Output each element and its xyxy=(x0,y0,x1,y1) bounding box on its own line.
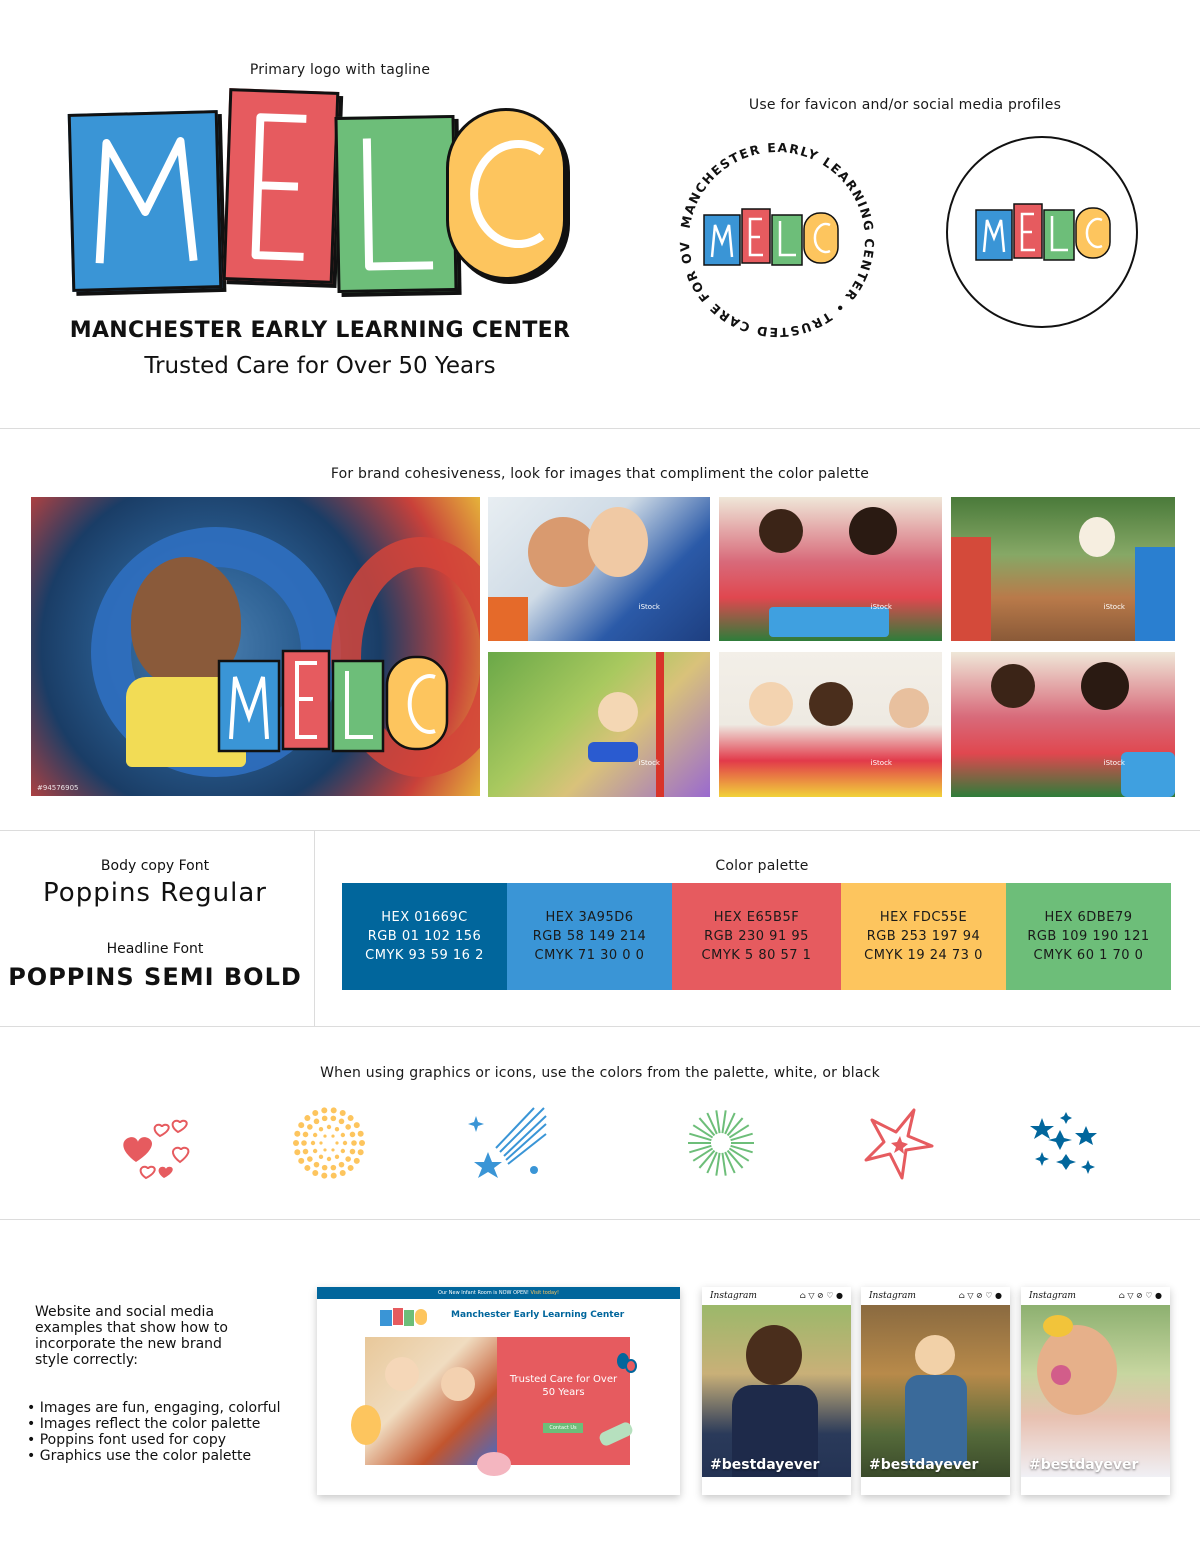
palette-caption: Color palette xyxy=(715,858,809,874)
photo-teacher-painting-2 xyxy=(951,652,1175,797)
swatch-hex: HEX 01669C xyxy=(381,910,468,925)
swatch-rgb: RGB 253 197 94 xyxy=(866,929,981,944)
instagram-hashtag: #bestdayever xyxy=(710,1457,820,1473)
swatch-green xyxy=(1006,883,1171,990)
swatch-navy xyxy=(342,883,507,990)
swatch-rgb: RGB 230 91 95 xyxy=(704,929,809,944)
instagram-photo xyxy=(1021,1305,1170,1477)
logo-letter-c xyxy=(446,108,566,280)
star-outline-icon xyxy=(862,1106,936,1182)
swatch-cmyk: CMYK 19 24 73 0 xyxy=(864,948,983,963)
swatch-cmyk: CMYK 60 1 70 0 xyxy=(1033,948,1144,963)
examples-intro: Website and social media examples that show how to incorporate the new brand style correctly: xyxy=(35,1304,228,1368)
swatch-hex: HEX FDC55E xyxy=(879,910,968,925)
instagram-photo xyxy=(702,1305,851,1477)
photo-teacher-painting xyxy=(719,497,942,641)
bullet-item: • Graphics use the color palette xyxy=(27,1448,307,1464)
swatch-cmyk: CMYK 5 80 57 1 xyxy=(701,948,812,963)
instagram-post-1 xyxy=(702,1287,851,1495)
imagery-caption: For brand cohesiveness, look for images that compliment the color palette xyxy=(330,466,870,482)
swatch-rgb: RGB 58 149 214 xyxy=(532,929,647,944)
tagline: Trusted Care for Over 50 Years xyxy=(144,353,496,379)
instagram-header xyxy=(1021,1287,1170,1305)
instagram-nav-icons[interactable]: ⌂ ▽ ⊘ ♡ ● xyxy=(1118,1291,1162,1300)
line-burst-icon xyxy=(686,1108,756,1178)
decor-blob xyxy=(477,1452,511,1476)
hero-photo-id: #94576905 xyxy=(37,784,79,792)
bullet-item: • Images reflect the color palette xyxy=(27,1416,307,1432)
website-logo[interactable] xyxy=(379,1307,429,1327)
instagram-photo xyxy=(861,1305,1010,1477)
examples-bullets xyxy=(27,1400,307,1464)
website-site-title: Manchester Early Learning Center xyxy=(451,1310,625,1320)
watermark: iStock xyxy=(870,603,892,611)
primary-logo-caption: Primary logo with tagline xyxy=(249,62,431,78)
instagram-app-name: Instagram xyxy=(1029,1291,1076,1301)
hero-photo-tunnel xyxy=(31,497,480,796)
watermark: iStock xyxy=(870,759,892,767)
swatch-cmyk: CMYK 93 59 16 2 xyxy=(365,948,484,963)
body-font-caption: Body copy Font xyxy=(100,858,210,874)
website-hero-text: Trusted Care for Over 50 Years xyxy=(509,1374,618,1398)
swatch-blue xyxy=(507,883,672,990)
instagram-nav-icons[interactable]: ⌂ ▽ ⊘ ♡ ● xyxy=(958,1291,1002,1300)
decor-blob xyxy=(351,1405,381,1445)
section-divider xyxy=(0,830,1200,831)
vertical-divider xyxy=(314,830,315,1026)
logo-letter-m xyxy=(68,110,223,292)
section-divider xyxy=(0,1219,1200,1220)
photo-toddlers-playing xyxy=(719,652,942,797)
org-name: MANCHESTER EARLY LEARNING CENTER xyxy=(69,318,571,343)
shooting-star-icon xyxy=(468,1106,550,1180)
swatch-red xyxy=(672,883,841,990)
photo-dad-and-child xyxy=(488,497,710,641)
primary-logo xyxy=(68,90,568,300)
circular-badge-logo xyxy=(672,135,882,345)
swatch-rgb: RGB 01 102 156 xyxy=(367,929,482,944)
website-hero-photo xyxy=(365,1337,501,1465)
swatch-cmyk: CMYK 71 30 0 0 xyxy=(534,948,645,963)
instagram-app-name: Instagram xyxy=(710,1291,757,1301)
headline-font-name: POPPINS SEMI BOLD xyxy=(8,963,302,991)
favicon-caption: Use for favicon and/or social media profiles xyxy=(748,97,1062,113)
instagram-post-3 xyxy=(1021,1287,1170,1495)
swatch-rgb: RGB 109 190 121 xyxy=(1027,929,1150,944)
dot-burst-icon xyxy=(292,1106,366,1180)
section-divider xyxy=(0,1026,1200,1027)
instagram-post-2 xyxy=(861,1287,1010,1495)
instagram-hashtag: #bestdayever xyxy=(869,1457,979,1473)
graphics-caption: When using graphics or icons, use the colors from the palette, white, or black xyxy=(320,1065,880,1081)
photo-playground-girl xyxy=(951,497,1175,641)
instagram-nav-icons[interactable]: ⌂ ▽ ⊘ ♡ ● xyxy=(799,1291,843,1300)
watermark: iStock xyxy=(1103,603,1125,611)
swatch-hex: HEX 3A95D6 xyxy=(545,910,634,925)
watermark: iStock xyxy=(638,603,660,611)
logo-letter-e xyxy=(223,88,340,284)
section-divider xyxy=(0,428,1200,429)
photo-swing-boy xyxy=(488,652,710,797)
headline-font-caption: Headline Font xyxy=(106,941,204,957)
website-mockup xyxy=(317,1287,680,1495)
decor-blob xyxy=(625,1359,637,1373)
instagram-hashtag: #bestdayever xyxy=(1029,1457,1139,1473)
logo-letter-l xyxy=(334,115,457,293)
website-cta-button[interactable]: Contact Us xyxy=(543,1423,583,1433)
instagram-header xyxy=(702,1287,851,1305)
instagram-header xyxy=(861,1287,1010,1305)
sparkle-stars-icon xyxy=(1030,1108,1100,1178)
swatch-hex: HEX 6DBE79 xyxy=(1044,910,1133,925)
instagram-app-name: Instagram xyxy=(869,1291,916,1301)
watermark: iStock xyxy=(638,759,660,767)
hearts-icon xyxy=(116,1112,196,1182)
circle-avatar-logo xyxy=(946,136,1138,328)
body-font-name: Poppins Regular xyxy=(43,878,267,908)
swatch-hex: HEX E65B5F xyxy=(713,910,800,925)
badge-ring-text: MANCHESTER EARLY LEARNING CENTER • TRUSTED CARE FOR OV xyxy=(676,139,878,341)
website-hero-panel xyxy=(497,1337,630,1465)
website-top-banner[interactable] xyxy=(317,1287,680,1299)
bullet-item: • Poppins font used for copy xyxy=(27,1432,307,1448)
website-banner-text: Our New Infant Room is NOW OPEN! xyxy=(438,1290,529,1296)
bullet-item: • Images are fun, engaging, colorful xyxy=(27,1400,307,1416)
watermark: iStock xyxy=(1103,759,1125,767)
swatch-yellow xyxy=(841,883,1006,990)
website-banner-link[interactable]: Visit today! xyxy=(530,1290,559,1296)
